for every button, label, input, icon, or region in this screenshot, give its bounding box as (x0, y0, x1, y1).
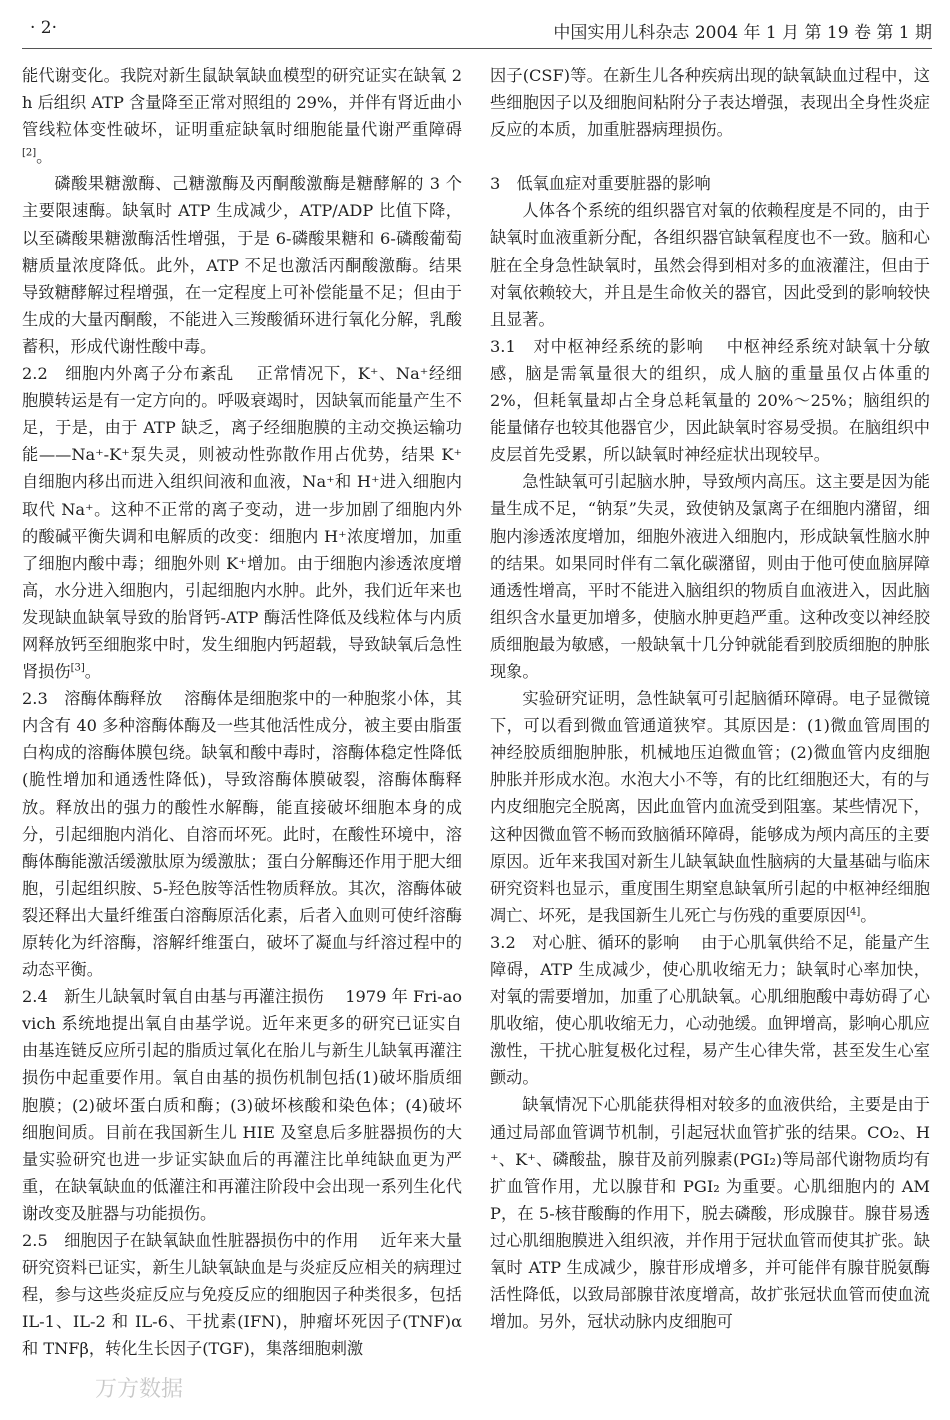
section-2-2: 2.2 细胞内外离子分布紊乱 正常情况下，K⁺、Na⁺经细胞膜转运是有一定方向的。呼吸衰竭时，因缺氧而能量产生不足，于是，由于 ATP 缺乏，离子经细胞膜的主动交换运输功能——Na⁺-K⁺泵失灵，则被动性弥散作用占优势，结果 K⁺自细胞内移出而进入组织间液和血液，Na⁺和 H⁺进入细胞内取代 Na⁺。这种不正常的离子变动，进一步加剧了细胞内外的酸碱平衡失调和电解质的改变：细胞内 H⁺浓度增加，加重了细胞内酸中毒；细胞外则 K⁺增加。由于细胞内渗透浓度增高，水分进入细胞内，引起细胞内水肿。此外，我们近年来也发现缺血缺氧导致的胎肾钙-ATP 酶活性降低及线粒体与内质网释放钙至细胞浆中时，发生细胞内钙超载，导致缺氧后急性肾损伤[3]。 (22, 364, 462, 682)
section-heading: 3.2 对心脏、循环的影响 (490, 932, 680, 952)
paragraph: 实验研究证明，急性缺氧可引起脑循环障碍。电子显微镜下，可以看到微血管通道狭窄。其原因是：(1)微血管周围的神经胶质细胞肿胀，机械地压迫微血管；(2)微血管内皮细胞肿胀并形成水泡。水泡大小不等，有的比红细胞还大，有的与内皮细胞完全脱离，因此血管内血流受到阻塞。某些情况下，这种因微血管不畅而致脑循环障碍，能够成为颅内高压的主要原因。近年来我国对新生儿缺氧缺血性脑病的大量基础与临床研究资料也显示，重度围生期窒息缺氧所引起的中枢神经细胞凋亡、坏死，是我国新生儿死亡与伤残的重要原因[4]。 (490, 689, 930, 925)
section-3-2: 3.2 对心脏、循环的影响 由于心肌氧供给不足，能量产生障碍，ATP 生成减少，使心肌收缩无力；缺氧时心率加快，对氧的需要增加，加重了心肌缺氧。心肌细胞酸中毒妨碍了心肌收缩，使心肌收缩无力，心动弛缓。血钾增高，影响心肌应激性，干扰心脏复极化过程，易产生心律失常，甚至发生心室颤动。 (490, 932, 930, 1088)
header-rule (22, 48, 932, 49)
paragraph: 能代谢变化。我院对新生鼠缺氧缺血模型的研究证实在缺氧 2h 后组织 ATP 含量降至正常对照组的 29%，并伴有肾近曲小管线粒体变性破坏，证明重症缺氧时细胞能量代谢严重障碍[2]。 (22, 66, 462, 167)
section-heading: 2.3 溶酶体酶释放 (22, 689, 163, 709)
page-header (0, 0, 950, 46)
left-column (22, 62, 462, 1363)
paragraph: 缺氧情况下心肌能获得相对较多的血液供给，主要是由于通过局部血管调节机制，引起冠状血管扩张的结果。CO₂、H⁺、K⁺、磷酸盐，腺苷及前列腺素(PGI₂)等局部代谢物质均有扩血管作用，尤以腺苷和 PGI₂ 为重要。心肌细胞内的 AMP，在 5-核苷酸酶的作用下，脱去磷酸，形成腺苷。腺苷易透过心肌细胞膜进入组织液，并作用于冠状血管而使其扩张。缺氧时 ATP 生成减少，腺苷形成增多，并可能伴有腺苷脱氨酶活性降低，以致局部腺苷浓度增高，故扩张冠状血管而使血流增加。另外，冠状动脉内皮细胞可 (490, 1095, 930, 1332)
section-heading: 2.4 新生儿缺氧时氧自由基与再灌注损伤 (22, 987, 324, 1007)
section-heading: 2.5 细胞因子在缺氧缺血性脏器损伤中的作用 (22, 1231, 359, 1251)
paragraph: 因子(CSF)等。在新生儿各种疾病出现的缺氧缺血过程中，这些细胞因子以及细胞间粘附分子表达增强，表现出全身性炎症反应的本质，加重脏器病理损伤。 (490, 66, 930, 140)
section-3-1: 3.1 对中枢神经系统的影响 中枢神经系统对缺氧十分敏感，脑是需氧量很大的组织，成人脑的重量虽仅占体重的 2%，但耗氧量却占全身总耗氧量的 20%～25%；脑组织的能量储存也较其他器官少，因此缺氧时容易受损。在脑组织中皮层首先受累，所以缺氧时神经症状出现较早。 (490, 336, 930, 465)
journal-running-title: 中国实用儿科杂志 2004 年 1 月 第 19 卷 第 1 期 (553, 23, 932, 43)
section-2-5: 2.5 细胞因子在缺氧缺血性脏器损伤中的作用 近年来大量研究资料已证实，新生儿缺氧缺血是与炎症反应相关的病理过程，参与这些炎症反应与免疫反应的细胞因子种类很多，包括 IL-1、IL-2 和 IL-6、干扰素(IFN)，肿瘤坏死因子(TNF)α 和 TNFβ，转化生长因子(TGF)，集落细胞刺激 (22, 1231, 463, 1359)
citation: [4] (846, 906, 861, 918)
section-heading-3: 3 低氧血症对重要脏器的影响 (490, 174, 711, 194)
paragraph: 磷酸果糖激酶、己糖激酶及丙酮酸激酶是糖酵解的 3 个主要限速酶。缺氧时 ATP 生成减少，ATP/ADP 比值下降，以至磷酸果糖激酶活性增强，于是 6-磷酸果糖和 6-磷酸葡萄糖质量浓度降低。此外，ATP 不足也激活丙酮酸激酶。结果导致糖酵解过程增强，在一定程度上可补偿能量不足；但由于生成的大量丙酮酸，不能进入三羧酸循环进行氧化分解，乳酸蓄积，形成代谢性酸中毒。 (22, 174, 462, 356)
paragraph: 人体各个系统的组织器官对氧的依赖程度是不同的，由于缺氧时血液重新分配，各组织器官缺氧程度也不一致。脑和心脏在全身急性缺氧时，虽然会得到相对多的血液灌注，但由于对氧依赖较大，并且是生命攸关的器官，因此受到的影响较快且显著。 (490, 201, 930, 329)
right-column (490, 62, 930, 1335)
citation: [2] (22, 147, 37, 159)
section-heading: 3.1 对中枢神经系统的影响 (490, 336, 704, 356)
section-2-3: 2.3 溶酶体酶释放 溶酶体是细胞浆中的一种胞浆小体，其内含有 40 多种溶酶体酶及一些其他活性成分，被主要由脂蛋白构成的溶酶体膜包绕。缺氧和酸中毒时，溶酶体稳定性降低(脆性增加和通透性降低)，导致溶酶体膜破裂，溶酶体酶释放。释放出的强力的酸性水解酶，能直接破坏细胞本身的成分，引起细胞内消化、自溶而坏死。此时，在酸性环境中，溶酶体酶能激活缓激肽原为缓激肽；蛋白分解酶还作用于肥大细胞，引起组织胺、5-羟色胺等活性物质释放。其次，溶酶体破裂还释出大量纤维蛋白溶酶原活化素，后者入血则可使纤溶酶原转化为纤溶酶，溶解纤维蛋白，破坏了凝血与纤溶过程中的动态平衡。 (22, 689, 463, 980)
watermark: 万方数据 (95, 1377, 184, 1402)
section-2-4: 2.4 新生儿缺氧时氧自由基与再灌注损伤 1979 年 Fri-aovich 系统地提出氧自由基学说。近年来更多的研究已证实自由基连链反应所引起的脂质过氧化在胎儿与新生儿缺氧再灌注损伤中起重要作用。氧自由基的损伤机制包括(1)破坏脂质细胞膜；(2)破坏蛋白质和酶；(3)破坏核酸和染色体；(4)破坏细胞间质。目前在我国新生儿 HIE 及窒息后多脏器损伤的大量实验研究也进一步证实缺血后的再灌注比单纯缺血更为严重，在缺氧缺血的低灌注和再灌注阶段中会出现一系列生化代谢改变及脏器与功能损伤。 (22, 987, 463, 1223)
page-number: · 2· (30, 18, 58, 38)
citation: [3] (70, 662, 85, 674)
paragraph: 急性缺氧可引起脑水肿，导致颅内高压。这主要是因为能量生成不足，“钠泵”失灵，致使钠及氯离子在细胞内潴留，细胞内渗透浓度增加，细胞外液进入细胞内，形成缺氧性脑水肿的结果。如果同时伴有二氧化碳潴留，则由于他可使血脑屏障通透性增高，平时不能进入脑组织的物质自血液进入，因此脑组织含水量更加增多，使脑水肿更趋严重。这种改变以神经胶质细胞最为敏感，一般缺氧十几分钟就能看到胶质细胞的肿胀现象。 (490, 472, 930, 681)
section-heading: 2.2 细胞内外离子分布紊乱 (22, 364, 234, 384)
